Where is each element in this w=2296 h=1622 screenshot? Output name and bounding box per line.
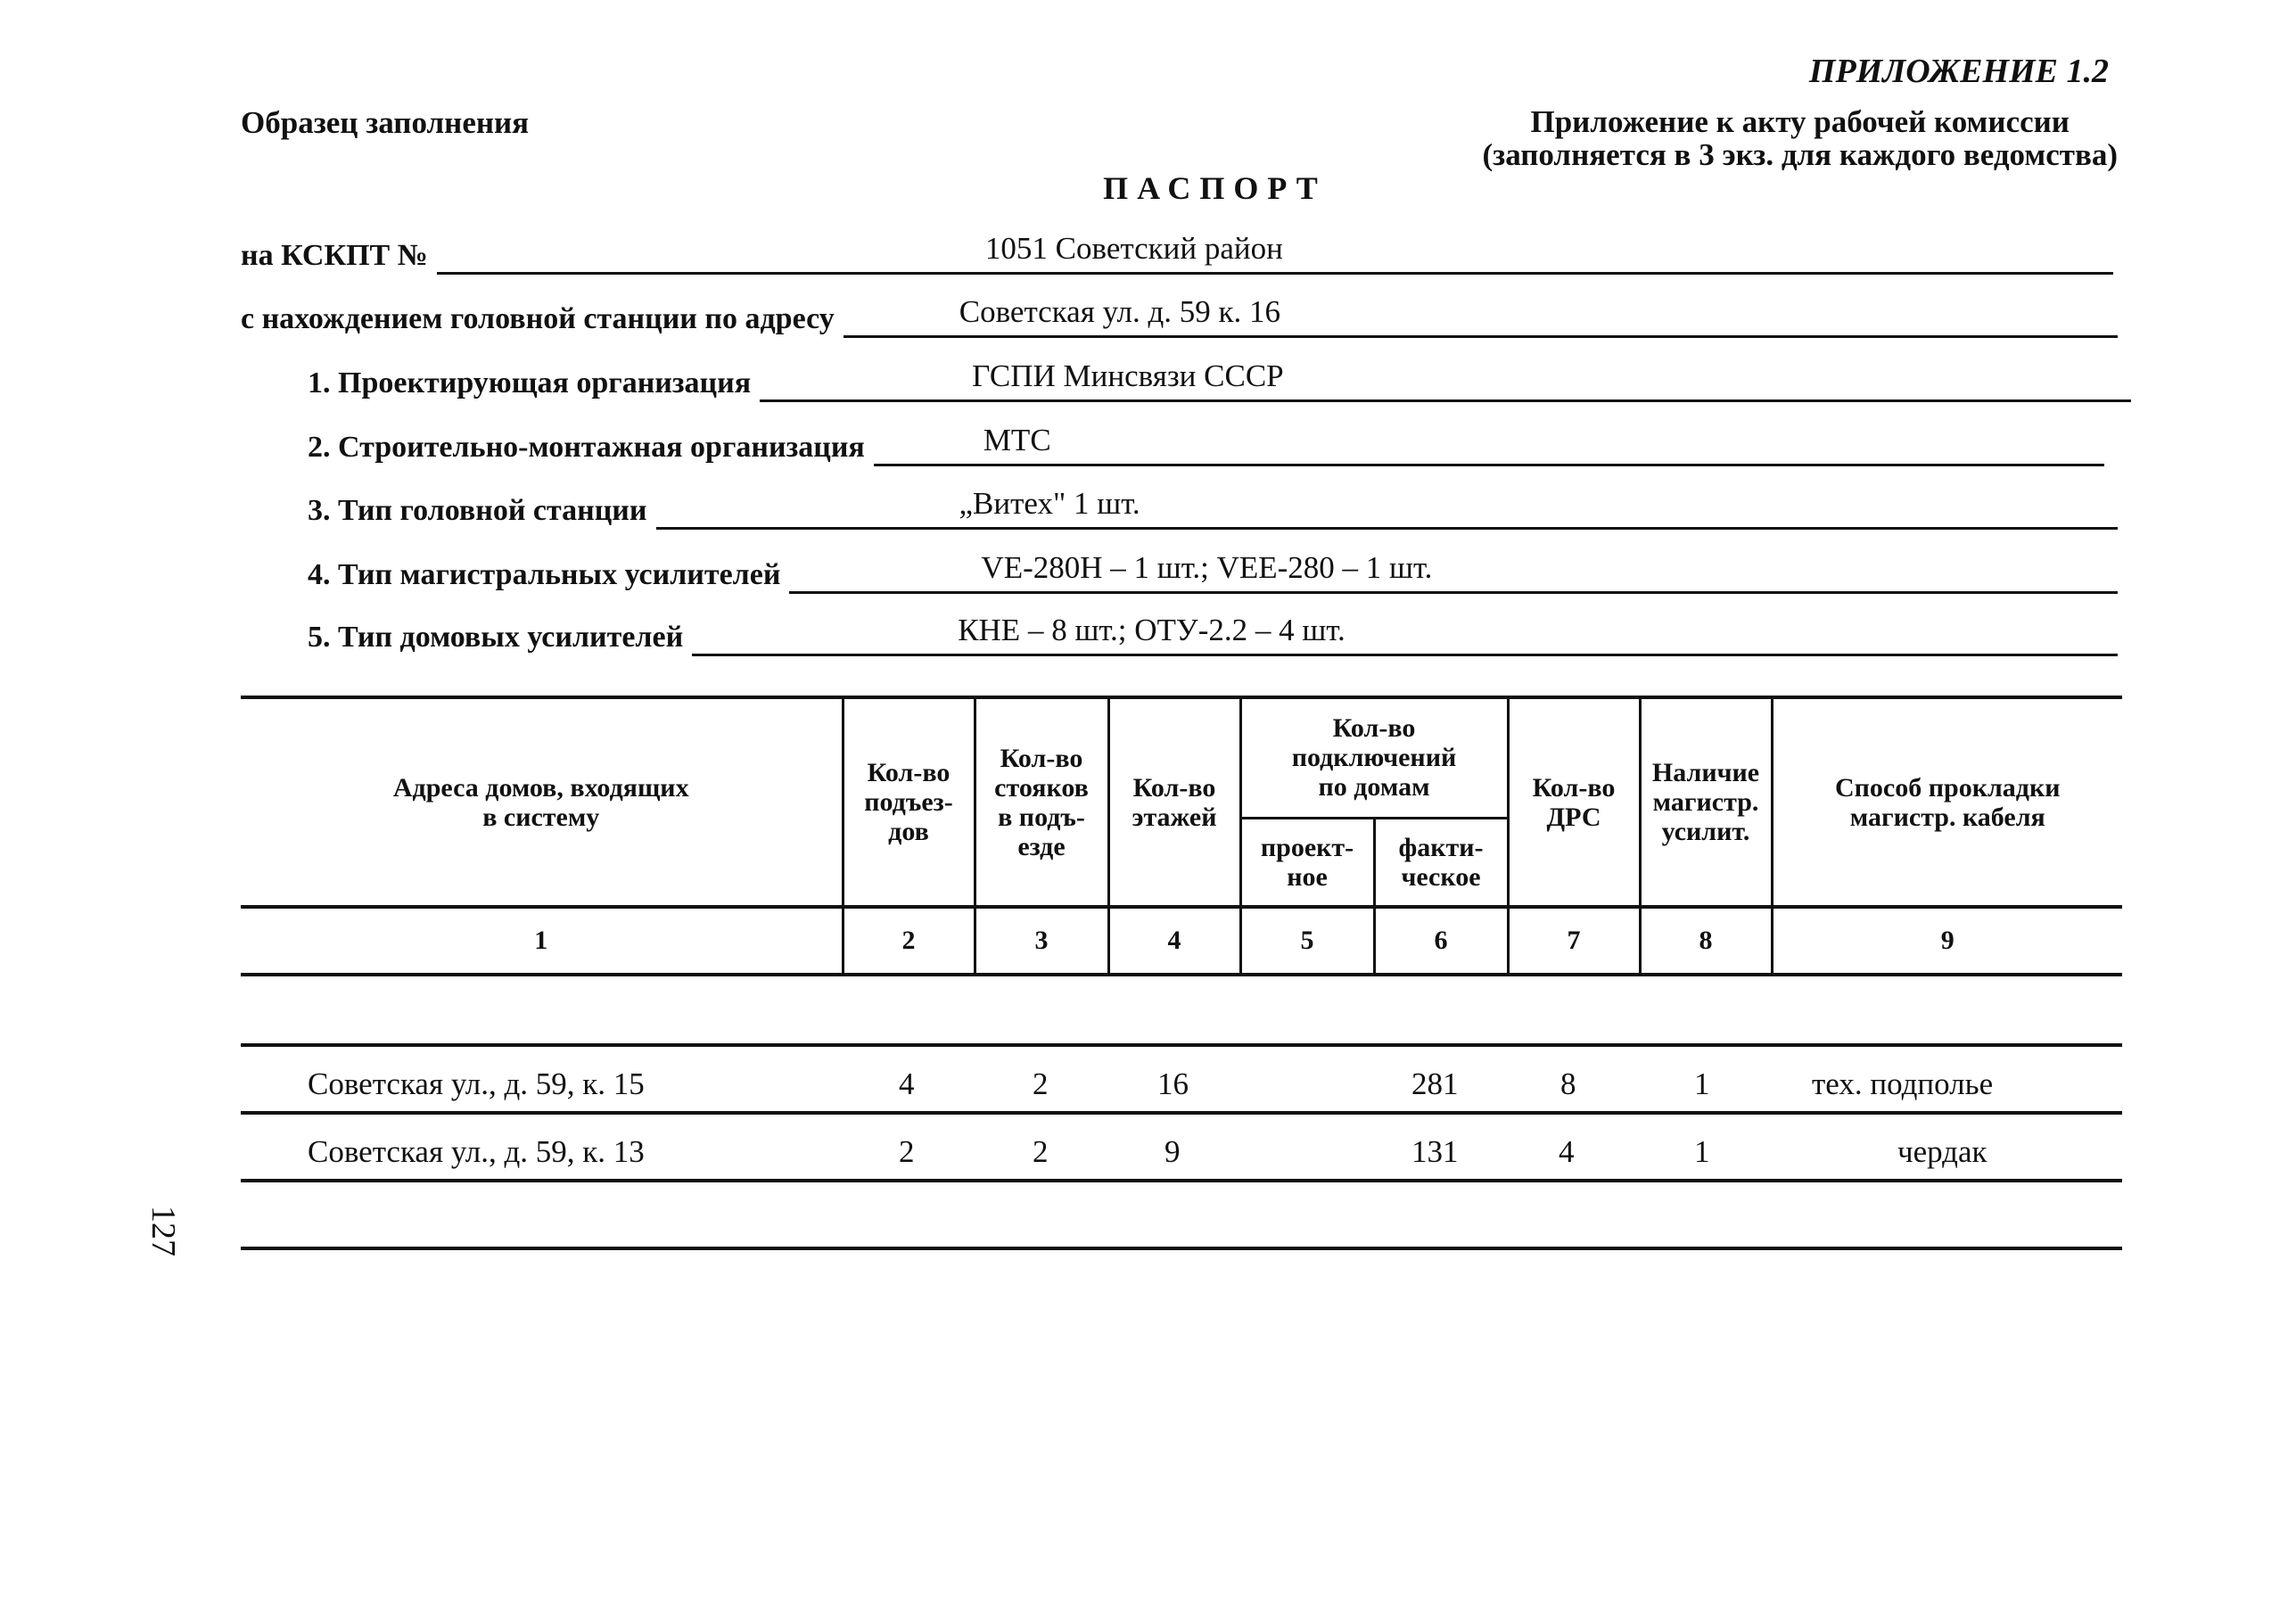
cell-method: тех. подполье [1812,1066,1994,1101]
field-build-org-line [874,425,2104,466]
field-design-org [308,358,2131,402]
cell-method: чердак [1897,1134,1987,1169]
cell-risers: 2 [1033,1134,1049,1169]
sample-label: Образец заполнения [241,105,530,140]
field-station-type-line [656,486,2119,530]
cell-floors: 16 [1157,1066,1189,1101]
field-station-type-label: 3. Тип головной станции [308,494,647,527]
field-house-amp-label: 5. Тип домовых усилителей [308,621,684,654]
col-number: 9 [1772,907,2122,975]
field-design-org-label: 1. Проектирующая организация [308,366,752,399]
cell-amp: 1 [1694,1066,1710,1101]
note-line-1: Приложение к акту рабочей комиссии [1530,104,2070,139]
row-rule [241,1043,2122,1047]
cell-floors: 9 [1164,1134,1181,1169]
field-trunk-amp-label: 4. Тип магистральных усилителей [308,558,781,591]
table-row [241,1124,2122,1186]
field-address-value: Советская ул. д. 59 к. 16 [959,294,1281,329]
field-ksk-line [437,231,2113,275]
cell-address: Советская ул., д. 59, к. 15 [308,1066,645,1101]
header-floors: Кол-во этажей [1108,697,1240,907]
appendix-label: ПРИЛОЖЕНИЕ 1.2 [1808,53,2109,90]
field-station-type [308,486,2118,530]
col-number: 5 [1240,907,1374,975]
col-number: 7 [1508,907,1640,975]
header-risers: Кол-во стояков в подъ- езде [975,697,1108,907]
passport-table [241,696,2122,976]
note-block [1482,105,2118,171]
field-station-type-value: „Витех" 1 шт. [959,486,1140,521]
header-cable-method: Способ прокладки магистр. кабеля [1772,697,2122,907]
field-ksk [241,231,2113,275]
cell-actual: 131 [1411,1134,1459,1169]
cell-entrances: 4 [899,1066,915,1101]
cell-drs: 4 [1559,1134,1575,1169]
field-build-org-label: 2. Строительно-монтажная организация [308,431,865,464]
cell-drs: 8 [1560,1066,1576,1101]
field-design-org-value: ГСПИ Минсвязи СССР [972,358,1284,393]
field-address [241,294,2118,338]
header-connections: Кол-во подключений по домам [1240,697,1508,818]
col-number: 2 [843,907,975,975]
cell-entrances: 2 [899,1134,915,1169]
field-house-amp [308,615,2118,656]
col-number: 1 [241,907,843,975]
cell-risers: 2 [1033,1066,1049,1101]
document-title: ПАСПОРТ [1103,170,1327,206]
field-trunk-amp-line [789,550,2118,594]
col-number: 4 [1108,907,1240,975]
field-build-org-value: МТС [983,423,1051,457]
header-drs: Кол-во ДРС [1508,697,1640,907]
header-entrances: Кол-во подъез- дов [843,697,975,907]
field-house-amp-value: КНЕ – 8 шт.; ОТУ-2.2 – 4 шт. [958,613,1346,647]
col-number: 6 [1374,907,1508,975]
header-project: проект- ное [1240,818,1374,907]
col-number: 3 [975,907,1108,975]
page-number: 127 [144,1206,182,1256]
row-rule [241,1247,2122,1250]
note-line-2: (заполняется в 3 экз. для каждого ведомства) [1482,137,2118,172]
field-trunk-amp-value: VE-280H – 1 шт.; VEE-280 – 1 шт. [981,550,1433,585]
col-number: 8 [1640,907,1772,975]
header-addresses: Адреса домов, входящих в систему [241,697,843,907]
field-house-amp-line [692,615,2118,656]
field-trunk-amp [308,550,2118,594]
row-rule [241,1111,2122,1115]
cell-actual: 281 [1411,1066,1459,1101]
field-ksk-value: 1051 Советский район [984,231,1283,266]
field-address-label: с нахождением головной станции по адресу [241,302,835,335]
field-build-org [308,425,2104,466]
field-ksk-label: на КСКПТ № [241,239,428,272]
row-rule [241,1179,2122,1182]
field-address-line [844,294,2118,338]
cell-address: Советская ул., д. 59, к. 13 [308,1134,645,1169]
cell-amp: 1 [1694,1134,1710,1169]
field-design-org-line [760,358,2131,402]
table-row [241,1056,2122,1118]
header-trunk-amp: Наличие магистр. усилит. [1640,697,1772,907]
header-actual: факти- ческое [1374,818,1508,907]
